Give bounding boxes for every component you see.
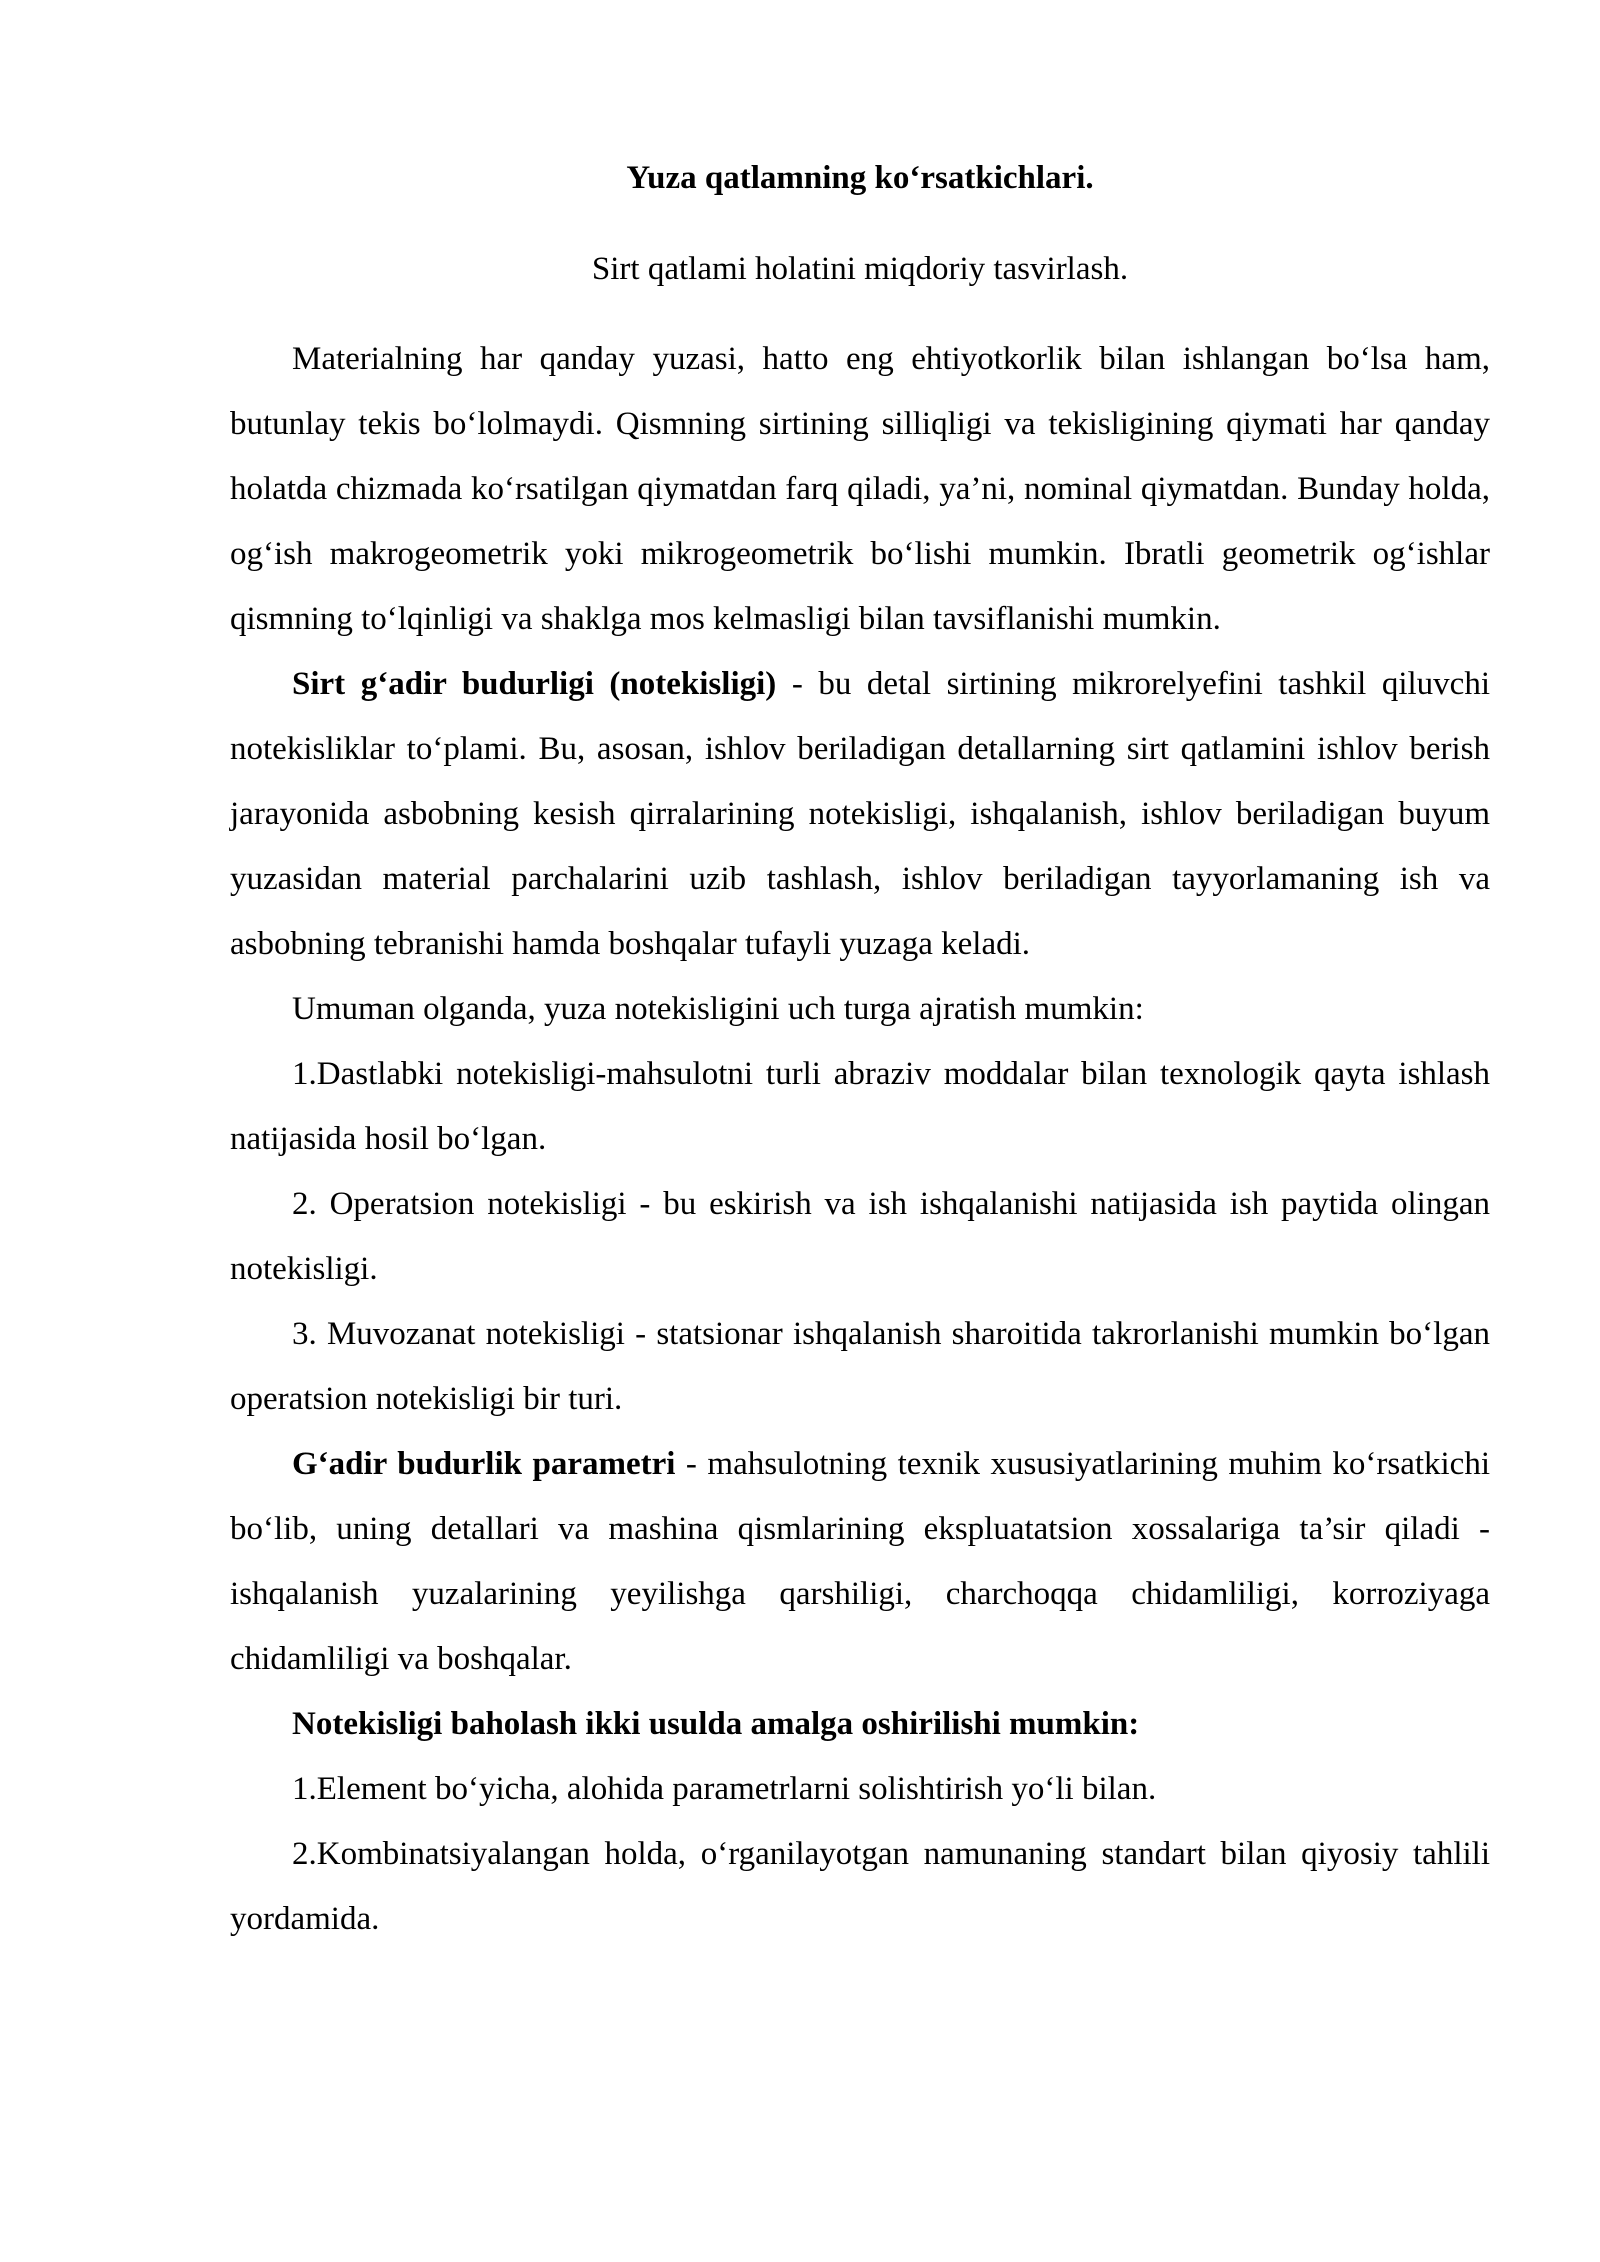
list-item-equilibrium-roughness: 3. Muvozanat notekisligi - statsionar ishqalanish sharoitida takrorlanishi mumkin bo‘lgan operatsion notekisligi bir turi.: [230, 1316, 1490, 1417]
document-title: Yuza qatlamning ko‘rsatkichlari.: [626, 160, 1094, 196]
list-item-element-method: 1.Element bo‘yicha, alohida parametrlarni solishtirish yo‘li bilan.: [292, 1771, 1157, 1807]
term-roughness: Sirt g‘adir budurligi (notekisligi): [292, 666, 777, 702]
list-item-combined-method: 2.Kombinatsiyalangan holda, o‘rganilayotgan namunaning standart bilan qiyosiy tahlili yordamida.: [230, 1836, 1490, 1937]
document-subtitle: Sirt qatlami holatini miqdoriy tasvirlash.: [591, 251, 1129, 287]
paragraph-roughness-types-intro: Umuman olganda, yuza notekisligini uch turga ajratish mumkin:: [292, 991, 1144, 1027]
list-item-operational-roughness: 2. Operatsion notekisligi - bu eskirish va ish ishqalanishi natijasida ish paytida olingan notekisligi.: [230, 1186, 1490, 1287]
term-roughness-parameter: G‘adir budurlik parametri: [292, 1446, 676, 1482]
roughness-parameter-text: - mahsulotning texnik xususiyatlarining muhim ko‘rsatkichi bo‘lib, uning detallari va mashina qismlarining ekspluatatsion xossalariga ta’sir qiladi - ishqalanish yuzalarining yeyilishga qarshiligi, charchoqqa chidamliligi, korroziyaga chidamliligi va boshqalar.: [230, 1446, 1490, 1677]
paragraph-roughness-definition: [230, 652, 1490, 977]
roughness-definition-text: - bu detal sirtining mikrorelyefini tashkil qiluvchi notekisliklar to‘plami. Bu, asosan, ishlov beriladigan detallarning sirt qatlamini ishlov berish jarayonida asbobning kesish qirralarining notekisligi, ishqalanish, ishlov beriladigan buyum yuzasidan material parchalarini uzib tashlash, ishlov beriladigan tayyorlamaning ish va asbobning tebranishi hamda boshqalar tufayli yuzaga keladi.: [230, 666, 1490, 962]
document-body: [230, 146, 1490, 1952]
heading-assessment-methods: Notekisligi baholash ikki usulda amalga oshirilishi mumkin:: [292, 1706, 1140, 1742]
paragraph-surface-intro: Materialning har qanday yuzasi, hatto eng ehtiyotkorlik bilan ishlangan bo‘lsa ham, butunlay tekis bo‘lolmaydi. Qismning sirtining silliqligi va tekisligining qiymati har qanday holatda chizmada ko‘rsatilgan qiymatdan farq qiladi, ya’ni, nominal qiymatdan. Bunday holda, og‘ish makrogeometrik yoki mikrogeometrik bo‘lishi mumkin. Ibratli geometrik og‘ishlar qismning to‘lqinligi va shaklga mos kelmasligi bilan tavsiflanishi mumkin.: [230, 341, 1490, 637]
paragraph-roughness-parameter: [230, 1432, 1490, 1692]
list-item-initial-roughness: 1.Dastlabki notekisligi-mahsulotni turli abraziv moddalar bilan texnologik qayta ishlash natijasida hosil bo‘lgan.: [230, 1056, 1490, 1157]
